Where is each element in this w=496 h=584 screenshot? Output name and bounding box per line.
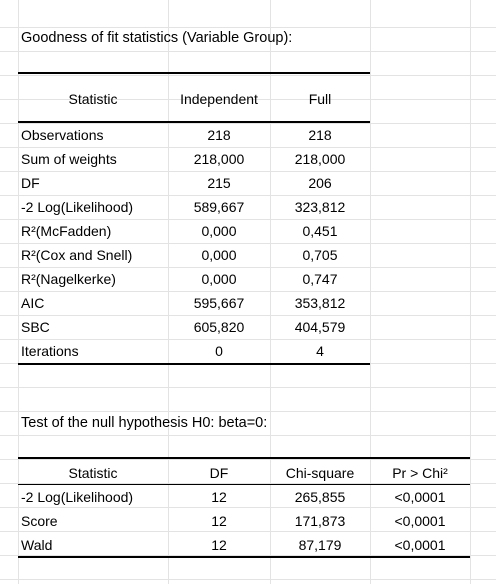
- row-label: DF: [21, 175, 40, 191]
- row-value: 0: [215, 343, 223, 359]
- row-label: Wald: [21, 537, 53, 553]
- row-label: SBC: [21, 319, 50, 335]
- row-label: Sum of weights: [21, 151, 117, 167]
- row-value: 12: [211, 537, 227, 553]
- row-value: 87,179: [298, 537, 342, 553]
- row-value: 0,747: [302, 271, 338, 287]
- grid-column-line: [18, 0, 19, 584]
- row-value: 218: [308, 127, 332, 143]
- row-value: <0,0001: [394, 537, 446, 553]
- row-value: 404,579: [294, 319, 346, 335]
- row-label: AIC: [21, 295, 45, 311]
- table2-top-rule: [18, 457, 470, 459]
- null-hypothesis-title: Test of the null hypothesis H0: beta=0:: [21, 415, 268, 431]
- row-value: 0,451: [302, 223, 338, 239]
- table1-top-rule: [18, 72, 370, 74]
- row-label: -2 Log(Likelihood): [21, 199, 134, 215]
- row-value: 0,000: [201, 271, 237, 287]
- table2-header-pr-chi2: Pr > Chi²: [392, 465, 448, 481]
- row-label: R²(Nagelkerke): [21, 271, 116, 287]
- table2-header-df: DF: [209, 465, 229, 481]
- table1-header-full: Full: [308, 91, 332, 107]
- row-value: 12: [211, 513, 227, 529]
- row-value: 215: [207, 175, 231, 191]
- grid-column-line: [470, 0, 471, 584]
- table2-header-statistic: Statistic: [68, 465, 118, 481]
- table2-bottom-rule: [18, 556, 470, 558]
- row-value: 323,812: [294, 199, 346, 215]
- row-value: 353,812: [294, 295, 346, 311]
- table2-header-rule: [18, 484, 470, 485]
- table2-header-chi-square: Chi-square: [285, 465, 355, 481]
- table1-bottom-rule: [18, 363, 370, 365]
- row-value: 206: [308, 175, 332, 191]
- row-label: Score: [21, 513, 58, 529]
- row-value: 0,705: [302, 247, 338, 263]
- table1-header-independent: Independent: [180, 91, 258, 107]
- row-value: 4: [316, 343, 324, 359]
- row-value: <0,0001: [394, 489, 446, 505]
- row-value: 218: [207, 127, 231, 143]
- row-label: R²(Cox and Snell): [21, 247, 133, 263]
- row-label: Observations: [21, 127, 104, 143]
- goodness-of-fit-title: Goodness of fit statistics (Variable Group):: [21, 30, 293, 46]
- row-label: Iterations: [21, 343, 79, 359]
- table1-header-rule: [18, 121, 370, 123]
- row-value: 605,820: [193, 319, 245, 335]
- row-value: 12: [211, 489, 227, 505]
- row-label: R²(McFadden): [21, 223, 112, 239]
- row-value: 218,000: [193, 151, 245, 167]
- row-value: 171,873: [294, 513, 346, 529]
- row-value: 589,667: [193, 199, 245, 215]
- row-value: 595,667: [193, 295, 245, 311]
- row-label: -2 Log(Likelihood): [21, 489, 134, 505]
- row-value: 0,000: [201, 247, 237, 263]
- row-value: <0,0001: [394, 513, 446, 529]
- row-value: 0,000: [201, 223, 237, 239]
- row-value: 218,000: [294, 151, 346, 167]
- table1-header-statistic: Statistic: [68, 91, 118, 107]
- row-value: 265,855: [294, 489, 346, 505]
